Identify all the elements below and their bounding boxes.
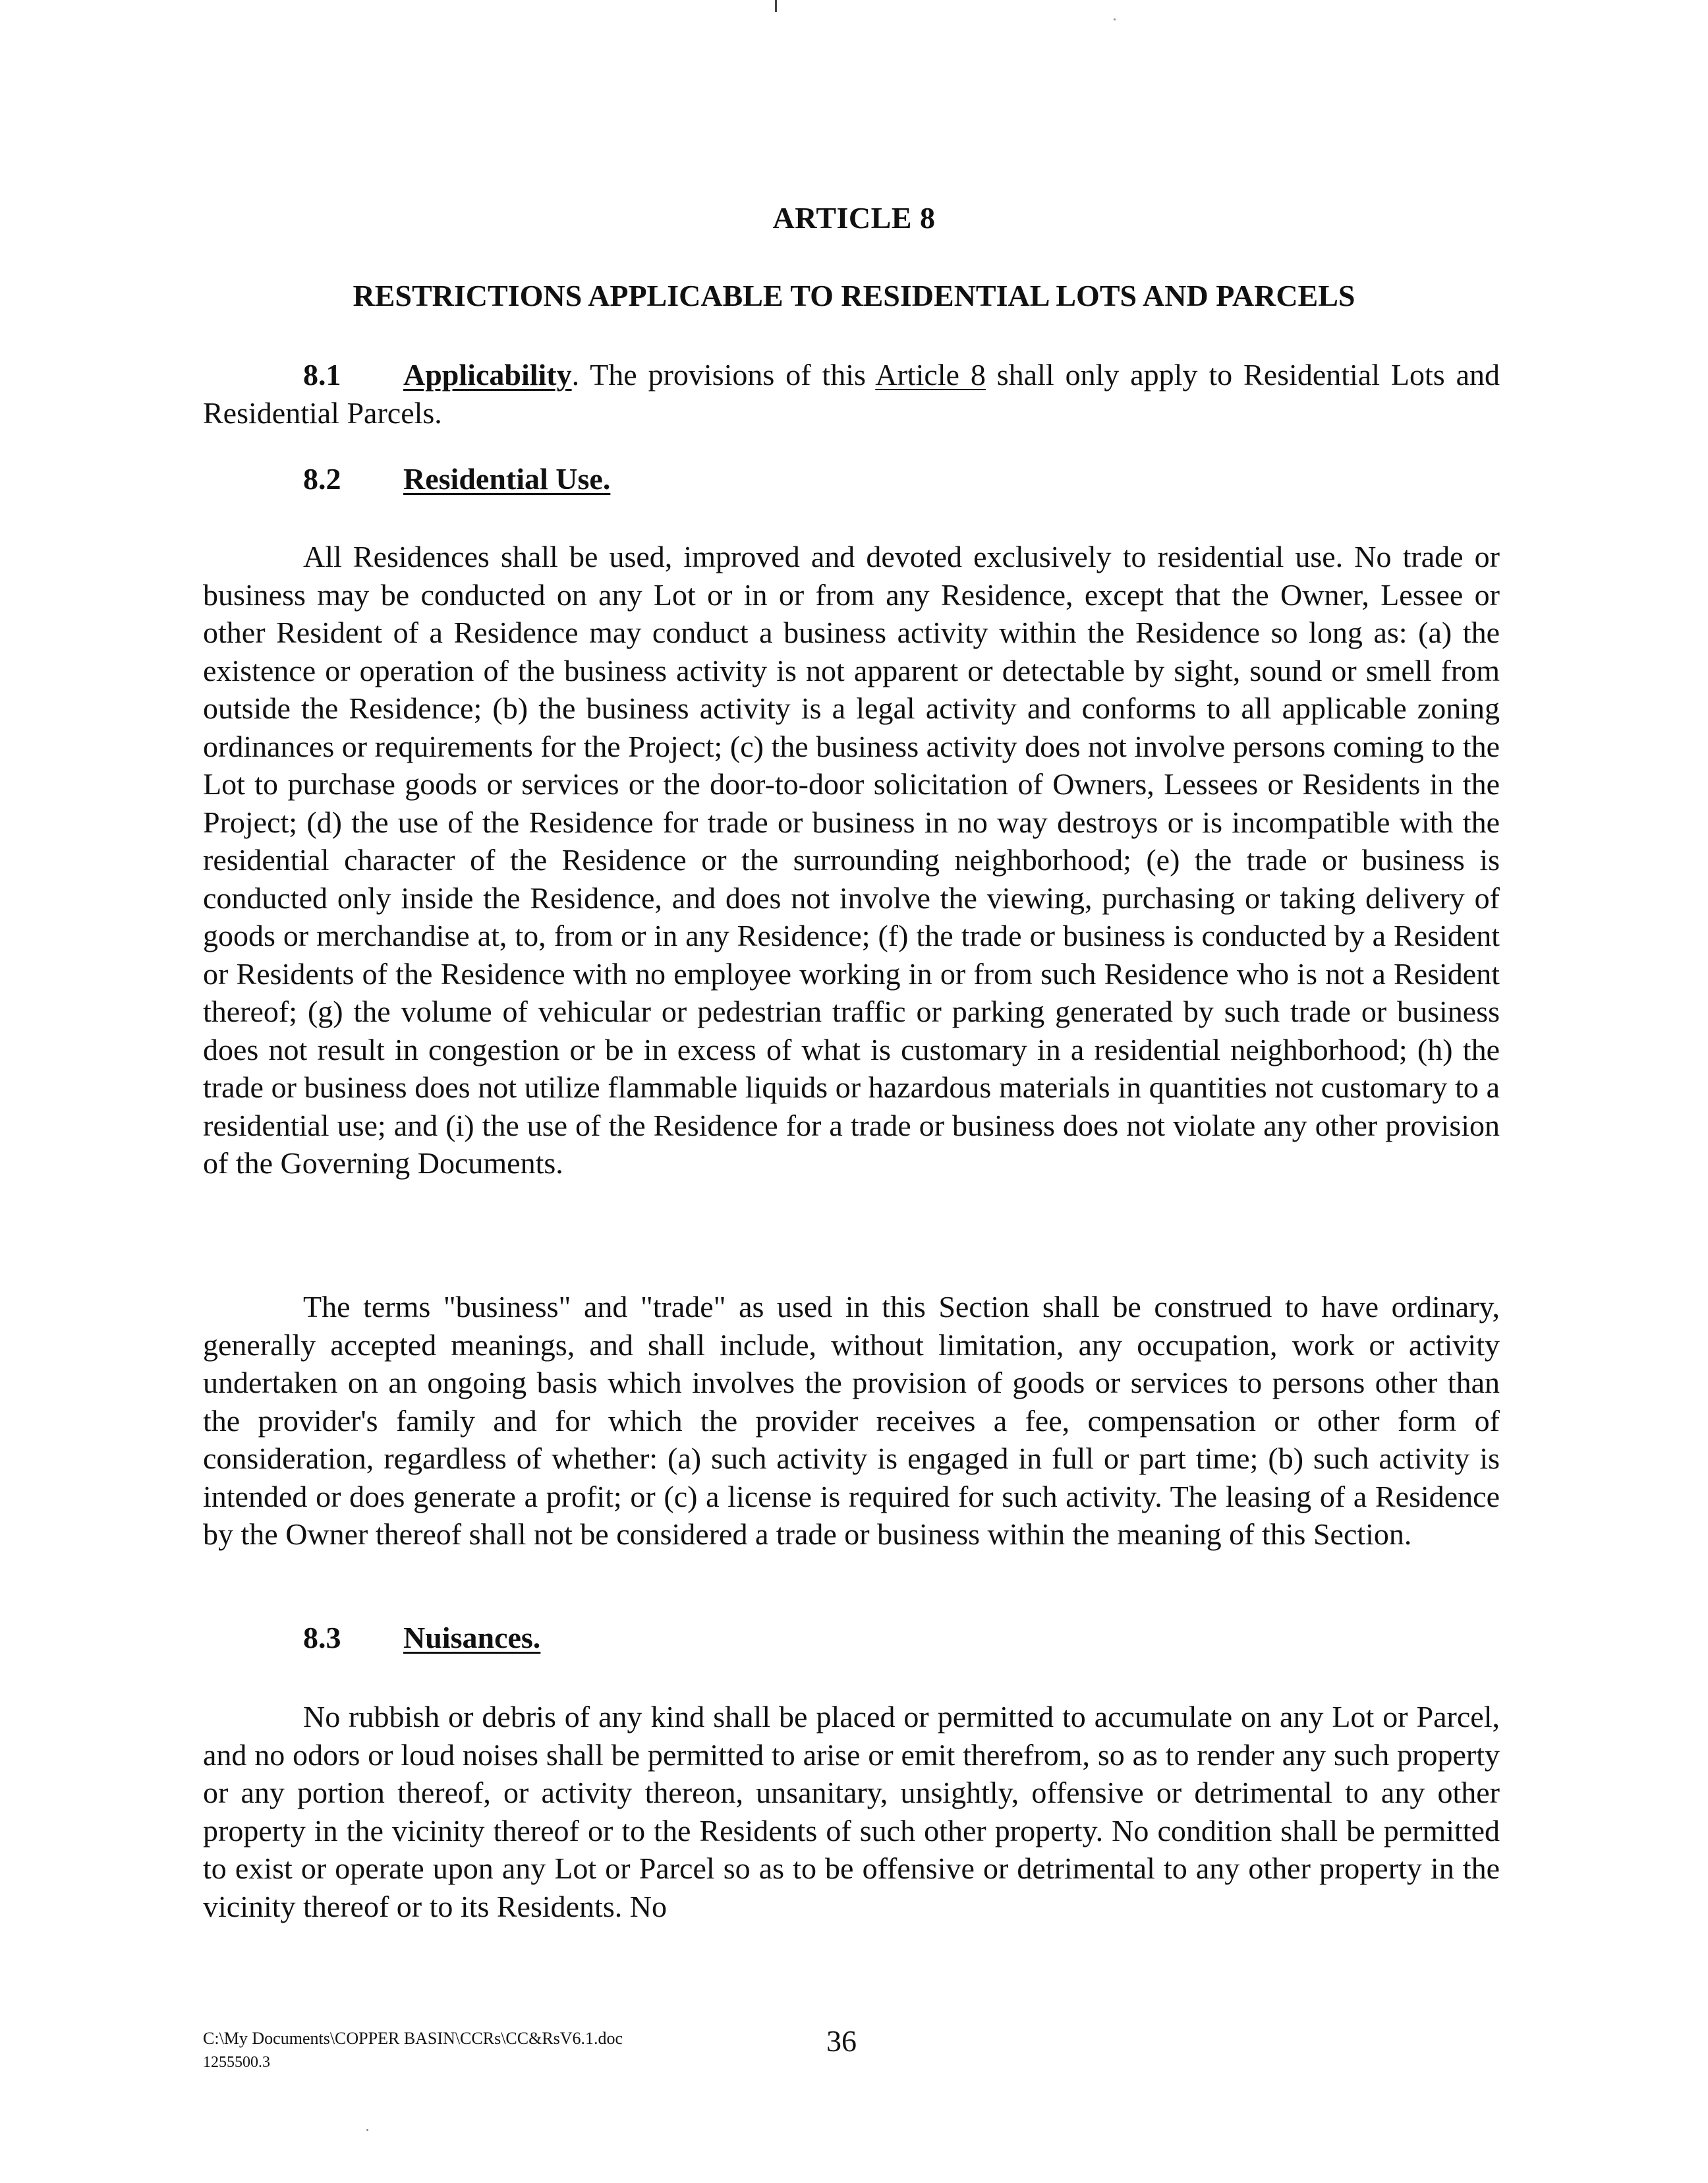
article-title: ARTICLE 8 bbox=[772, 201, 936, 235]
section-number: 8.2 bbox=[303, 462, 341, 496]
section-heading: Applicability bbox=[403, 358, 572, 392]
footer-file-path: C:\My Documents\COPPER BASIN\CCRs\CC&RsV6.1.doc bbox=[203, 2029, 623, 2048]
section-8-2-paragraph-2 bbox=[203, 1288, 1500, 1554]
scan-speck bbox=[1114, 18, 1116, 20]
article-reference: Article 8 bbox=[875, 358, 986, 392]
section-8-3-paragraph-1 bbox=[203, 1698, 1500, 1925]
paragraph: The terms "business" and "trade" as used in this Section shall be construed to have ordinary, generally accepted meanings, and shall include, without limitation, any occupation, work or activity undertaken on an ongoing basis which involves the provision of goods or services to persons other than the provider's family and for which the provider receives a fee, compensation or other form of consideration, regardless of whether: (a) such activity is engaged in full or part time; (b) such activity is intended or does generate a profit; or (c) a license is required for such activity. The leasing of a Residence by the Owner thereof shall not be considered a trade or business within the meaning of this Section. bbox=[203, 1290, 1500, 1551]
section-heading: Nuisances. bbox=[403, 1621, 541, 1654]
section-number: 8.3 bbox=[303, 1621, 341, 1654]
section-text: shall only apply to Residential Lots and Residential Parcels. bbox=[203, 358, 1500, 430]
section-heading: Residential Use. bbox=[403, 462, 611, 496]
heading-punctuation: . bbox=[571, 358, 580, 392]
section-8-2-paragraph-1 bbox=[203, 538, 1500, 1182]
section-text: The provisions of this bbox=[579, 358, 876, 392]
scan-speck bbox=[366, 2129, 368, 2131]
paragraph: All Residences shall be used, improved and devoted exclusively to residential use. No trade or business may be conducted on any Lot or in or from any Residence, except that the Owner, Lessee or other Resident of a Residence may conduct a business activity within the Residence so long as: (a) the existence or operation of the business activity is not apparent or detectable by sight, sound or smell from outside the Residence; (b) the business activity is a legal activity and conforms to all applicable zoning ordinances or requirements for the Project; (c) the business activity does not involve persons coming to the Lot to purchase goods or services or the door-to-door solicitation of Owners, Lessees or Residents in the Project; (d) the use of the Residence for trade or business in no way destroys or is incompatible with the residential character of the Residence or the surrounding neighborhood; (e) the trade or business is conducted only inside the Residence, and does not involve the viewing, purchasing or taking delivery of goods or merchandise at, to, from or in any Residence; (f) the trade or business is conducted by a Resident or Residents of the Residence with no employee working in or from such Residence who is not a Resident thereof; (g) the volume of vehicular or pedestrian traffic or parking generated by such trade or business does not result in congestion or be in excess of what is customary in a residential neighborhood; (h) the trade or business does not utilize flammable liquids or hazardous materials in quantities not customary to a residential use; and (i) the use of the Residence for a trade or business does not violate any other provision of the Governing Documents. bbox=[203, 540, 1500, 1180]
section-number: 8.1 bbox=[303, 358, 341, 392]
section-8-2-heading bbox=[303, 461, 610, 496]
footer-document-id: 1255500.3 bbox=[203, 2054, 270, 2071]
paragraph: No rubbish or debris of any kind shall be placed or permitted to accumulate on any Lot or Parcel, and no odors or loud noises shall be permitted to arise or emit therefrom, so as to render any such property or any portion thereof, or activity thereon, unsanitary, unsightly, offensive or detrimental to any other property in the vicinity thereof or to the Residents of such other property. No condition shall be permitted to exist or operate upon any Lot or Parcel so as to be offensive or detrimental to any other property in the vicinity thereof or to its Residents. No bbox=[203, 1700, 1500, 1923]
page-number: 36 bbox=[826, 2024, 857, 2058]
section-8-1 bbox=[203, 356, 1500, 432]
section-8-3-heading bbox=[303, 1620, 540, 1655]
article-subtitle: RESTRICTIONS APPLICABLE TO RESIDENTIAL LOTS AND PARCELS bbox=[353, 279, 1355, 312]
scan-mark bbox=[775, 0, 777, 12]
